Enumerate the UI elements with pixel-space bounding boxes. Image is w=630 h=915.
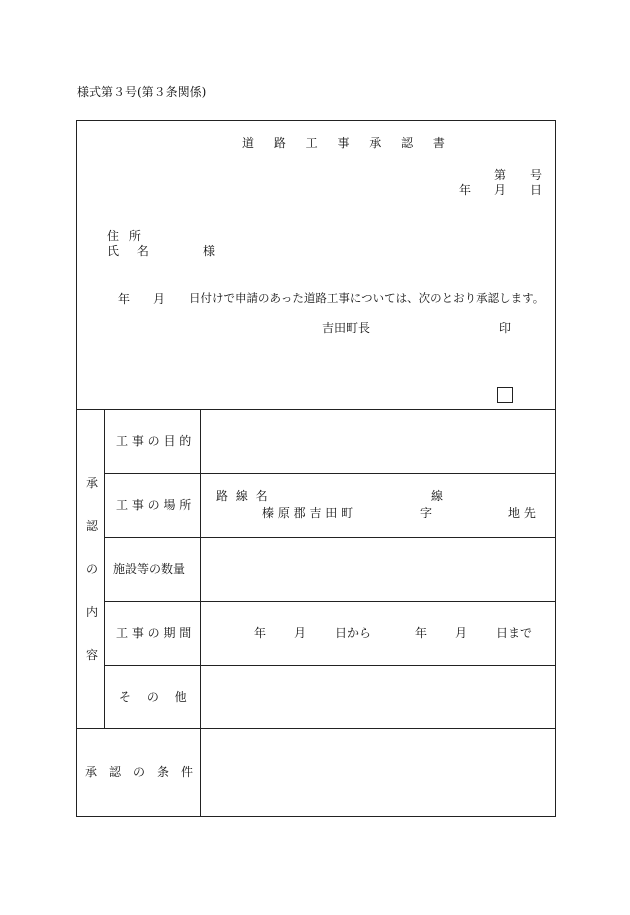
aza-label: 字 bbox=[420, 506, 433, 520]
address-prefix: 榛 原 郡 吉 田 町 bbox=[262, 506, 354, 520]
row-divider-2 bbox=[104, 537, 556, 538]
body-month: 月 bbox=[153, 292, 166, 306]
conditions-divider bbox=[76, 728, 556, 729]
period-end-month: 月 bbox=[455, 626, 468, 640]
period-start-day: 日から bbox=[335, 626, 372, 640]
section-label-char: 容 bbox=[86, 648, 99, 662]
route-suffix: 線 bbox=[431, 489, 444, 503]
date-year: 年 bbox=[459, 183, 472, 197]
section-label-char: 内 bbox=[86, 605, 99, 619]
section-label-divider bbox=[104, 409, 105, 728]
section-label-char: 認 bbox=[86, 519, 99, 533]
number-dai: 第 bbox=[494, 168, 507, 182]
address-label: 住 所 bbox=[107, 229, 144, 243]
approval-statement: 日付けで申請のあった道路工事については、次のとおり承認します。 bbox=[189, 291, 545, 305]
date-month: 月 bbox=[494, 183, 507, 197]
honorific-sama: 様 bbox=[203, 244, 216, 258]
name-label: 氏 名 bbox=[107, 244, 156, 258]
purpose-label: 工 事 の 目 的 bbox=[116, 434, 192, 448]
checkbox[interactable] bbox=[497, 387, 513, 403]
other-label: そ の 他 bbox=[119, 690, 187, 704]
route-name-label: 路 線 名 bbox=[216, 489, 270, 503]
form-number-label: 様式第３号(第３条関係) bbox=[77, 85, 207, 99]
period-end-day: 日まで bbox=[496, 626, 533, 640]
chisaki-label: 地 先 bbox=[508, 506, 536, 520]
section-label-char: の bbox=[86, 562, 99, 576]
row-label-divider bbox=[200, 409, 201, 817]
section-label-char: 承 bbox=[86, 476, 99, 490]
row-divider-3 bbox=[104, 601, 556, 602]
date-day: 日 bbox=[530, 183, 543, 197]
conditions-label: 承 認 の 条 件 bbox=[85, 765, 194, 779]
row-divider-1 bbox=[104, 473, 556, 474]
period-start-year: 年 bbox=[254, 626, 267, 640]
header-divider bbox=[76, 409, 556, 410]
number-go: 号 bbox=[530, 168, 543, 182]
approval-form bbox=[76, 120, 556, 817]
period-end-year: 年 bbox=[415, 626, 428, 640]
seal-mark: 印 bbox=[499, 321, 512, 335]
period-label: 工 事 の 期 間 bbox=[116, 626, 192, 640]
quantity-label: 施設等の数量 bbox=[113, 562, 186, 576]
body-year: 年 bbox=[118, 292, 131, 306]
row-divider-4 bbox=[104, 665, 556, 666]
issuer-name: 吉田町長 bbox=[322, 321, 371, 335]
location-label: 工 事 の 場 所 bbox=[116, 498, 192, 512]
document-title: 道 路 工 事 承 認 書 bbox=[242, 136, 453, 150]
period-start-month: 月 bbox=[294, 626, 307, 640]
